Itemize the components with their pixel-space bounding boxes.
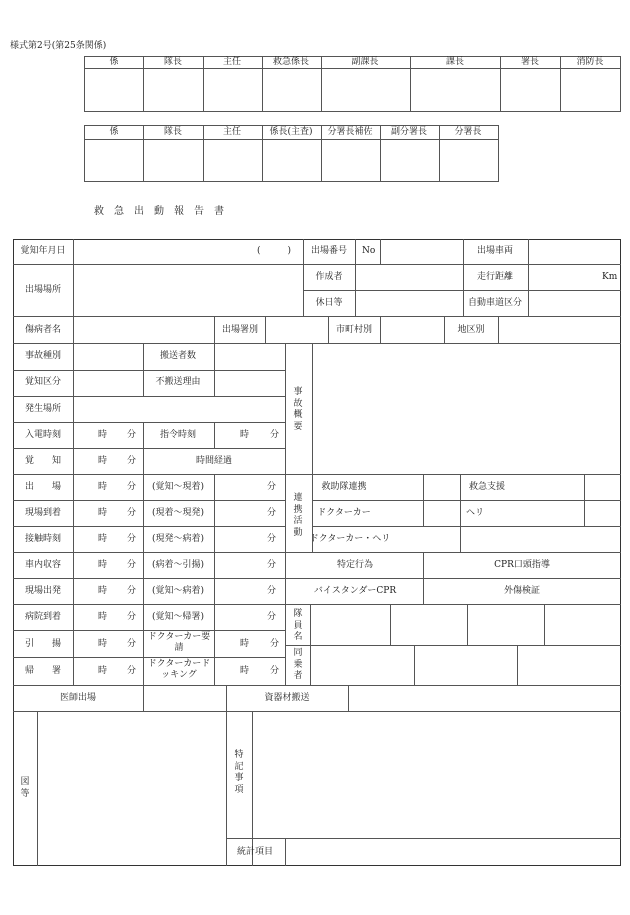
- approval2-header: 係: [109, 127, 119, 137]
- label-dr-docking: ドクターカードッキング: [147, 659, 211, 680]
- label-specific: 特定行為: [336, 560, 374, 570]
- approval1-header: 課長: [445, 57, 465, 67]
- label-non-transport: 不搬送理由: [155, 377, 201, 387]
- label-trauma: 外傷検証: [503, 586, 541, 596]
- label-fun: 分: [267, 586, 277, 596]
- approval2-header: 分署長: [454, 127, 482, 137]
- label-depart: 出 場: [24, 482, 62, 492]
- label-doctor: 医師出場: [59, 693, 97, 703]
- label-patient-name: 傷病者名: [24, 325, 62, 335]
- label-paren: ( ): [257, 246, 292, 256]
- label-special: 特記事項: [234, 750, 244, 795]
- label-fun: 分: [127, 430, 137, 440]
- label-cpr: CPR口頭指導: [494, 560, 550, 570]
- label-heli: ヘリ: [466, 508, 485, 518]
- label-fun: 分: [267, 560, 277, 570]
- label-author: 作成者: [315, 272, 343, 282]
- label-board: 車内収容: [24, 560, 62, 570]
- label-ji: 時: [98, 666, 108, 676]
- label-fun: 分: [270, 430, 280, 440]
- label-rescue: 救助隊連携: [321, 482, 367, 492]
- label-transport-count: 搬送者数: [159, 351, 197, 361]
- approval1-header: 副課長: [351, 57, 379, 67]
- approval1-header: 係: [109, 57, 119, 67]
- label-station: 出場署別: [221, 325, 259, 335]
- label-ji: 時: [98, 456, 108, 466]
- label-leave-scene: 現場出発: [24, 586, 62, 596]
- label-expressway: 自動車道区分: [467, 298, 523, 308]
- label-shutsudo-no: 出場番号: [310, 246, 348, 256]
- label-stats: 統計項目: [236, 847, 274, 857]
- label-span4: (病着～引揚): [151, 560, 205, 570]
- label-passenger: 同乗者: [293, 648, 303, 681]
- label-kakuchi-date: 覚知年月日: [20, 246, 66, 256]
- approval1-header: 署長: [520, 57, 540, 67]
- label-hosp-arrive: 病院到着: [24, 612, 62, 622]
- label-accident-type: 事故種別: [24, 351, 62, 361]
- label-kakuchi: 覚 知: [24, 456, 62, 466]
- label-ji: 時: [98, 430, 108, 440]
- label-bystander: バイスタンダーCPR: [313, 586, 397, 596]
- label-zu: 図等: [20, 777, 30, 799]
- label-ji: 時: [98, 560, 108, 570]
- label-span2: (現着～現発): [151, 508, 205, 518]
- label-ji: 時: [98, 482, 108, 492]
- label-elapsed: 時間経過: [195, 456, 233, 466]
- label-dr-request: ドクターカー要請: [147, 632, 211, 653]
- label-ji: 時: [240, 666, 250, 676]
- label-fun: 分: [127, 666, 137, 676]
- form-title: 救 急 出 動 報 告 書: [94, 206, 224, 217]
- form-number: 様式第2号(第25条関係): [10, 41, 107, 51]
- label-ji: 時: [98, 534, 108, 544]
- approval1-header: 主任: [222, 57, 242, 67]
- label-fun: 分: [127, 612, 137, 622]
- label-km: Km: [602, 272, 618, 282]
- label-kakuchi-type: 覚知区分: [24, 377, 62, 387]
- label-fun: 分: [127, 456, 137, 466]
- label-no: No: [362, 246, 376, 256]
- label-distance: 走行距離: [476, 272, 514, 282]
- label-fun: 分: [127, 639, 137, 649]
- label-ji: 時: [240, 430, 250, 440]
- label-fun: 分: [267, 612, 277, 622]
- label-drheli: ドクターカー・ヘリ: [309, 534, 391, 544]
- label-crew: 隊員名: [293, 609, 303, 642]
- approval2-header: 主任: [222, 127, 242, 137]
- label-renkei: 連携活動: [293, 493, 303, 538]
- approval1-header: 隊長: [163, 57, 183, 67]
- label-fun: 分: [270, 666, 280, 676]
- label-order-time: 指令時刻: [159, 430, 197, 440]
- label-ji: 時: [98, 639, 108, 649]
- label-span6: (覚知～帰署): [151, 612, 205, 622]
- label-fun: 分: [267, 482, 277, 492]
- label-withdraw: 引 揚: [24, 639, 62, 649]
- label-call-time: 入電時刻: [24, 430, 62, 440]
- label-fun: 分: [267, 534, 277, 544]
- approval1-header: 救急係長: [272, 57, 310, 67]
- label-drcar: ドクターカー: [317, 508, 371, 518]
- label-arrive: 現場到着: [24, 508, 62, 518]
- approval1-header: 消防長: [576, 57, 604, 67]
- label-jiko-gaiyo: 事故概要: [293, 387, 303, 432]
- approval2-header: 副分署長: [390, 127, 428, 137]
- label-ji: 時: [98, 508, 108, 518]
- label-ji: 時: [98, 612, 108, 622]
- label-area: 地区別: [457, 325, 485, 335]
- label-fun: 分: [267, 508, 277, 518]
- label-span1: (覚知～現着): [151, 482, 205, 492]
- label-fun: 分: [127, 586, 137, 596]
- label-shutsudo-vehicle: 出場車両: [476, 246, 514, 256]
- label-fun: 分: [127, 534, 137, 544]
- label-support: 救急支援: [468, 482, 506, 492]
- label-span5: (覚知～病着): [151, 586, 205, 596]
- label-holiday: 休日等: [315, 298, 343, 308]
- label-occur-place: 発生場所: [24, 404, 62, 414]
- label-fun: 分: [127, 482, 137, 492]
- label-fun: 分: [127, 560, 137, 570]
- label-contact: 接触時刻: [24, 534, 62, 544]
- label-equipment: 資器材搬送: [264, 693, 310, 703]
- approval2-header: 分署長補佐: [327, 127, 373, 137]
- approval2-header: 隊長: [163, 127, 183, 137]
- label-span3: (現発～病着): [151, 534, 205, 544]
- label-city: 市町村別: [335, 325, 373, 335]
- label-return: 帰 署: [24, 666, 62, 676]
- label-shutsudo-place: 出場場所: [24, 285, 62, 295]
- label-ji: 時: [98, 586, 108, 596]
- label-ji: 時: [240, 639, 250, 649]
- label-fun: 分: [127, 508, 137, 518]
- approval2-header: 係長(主査): [269, 127, 313, 137]
- label-fun: 分: [270, 639, 280, 649]
